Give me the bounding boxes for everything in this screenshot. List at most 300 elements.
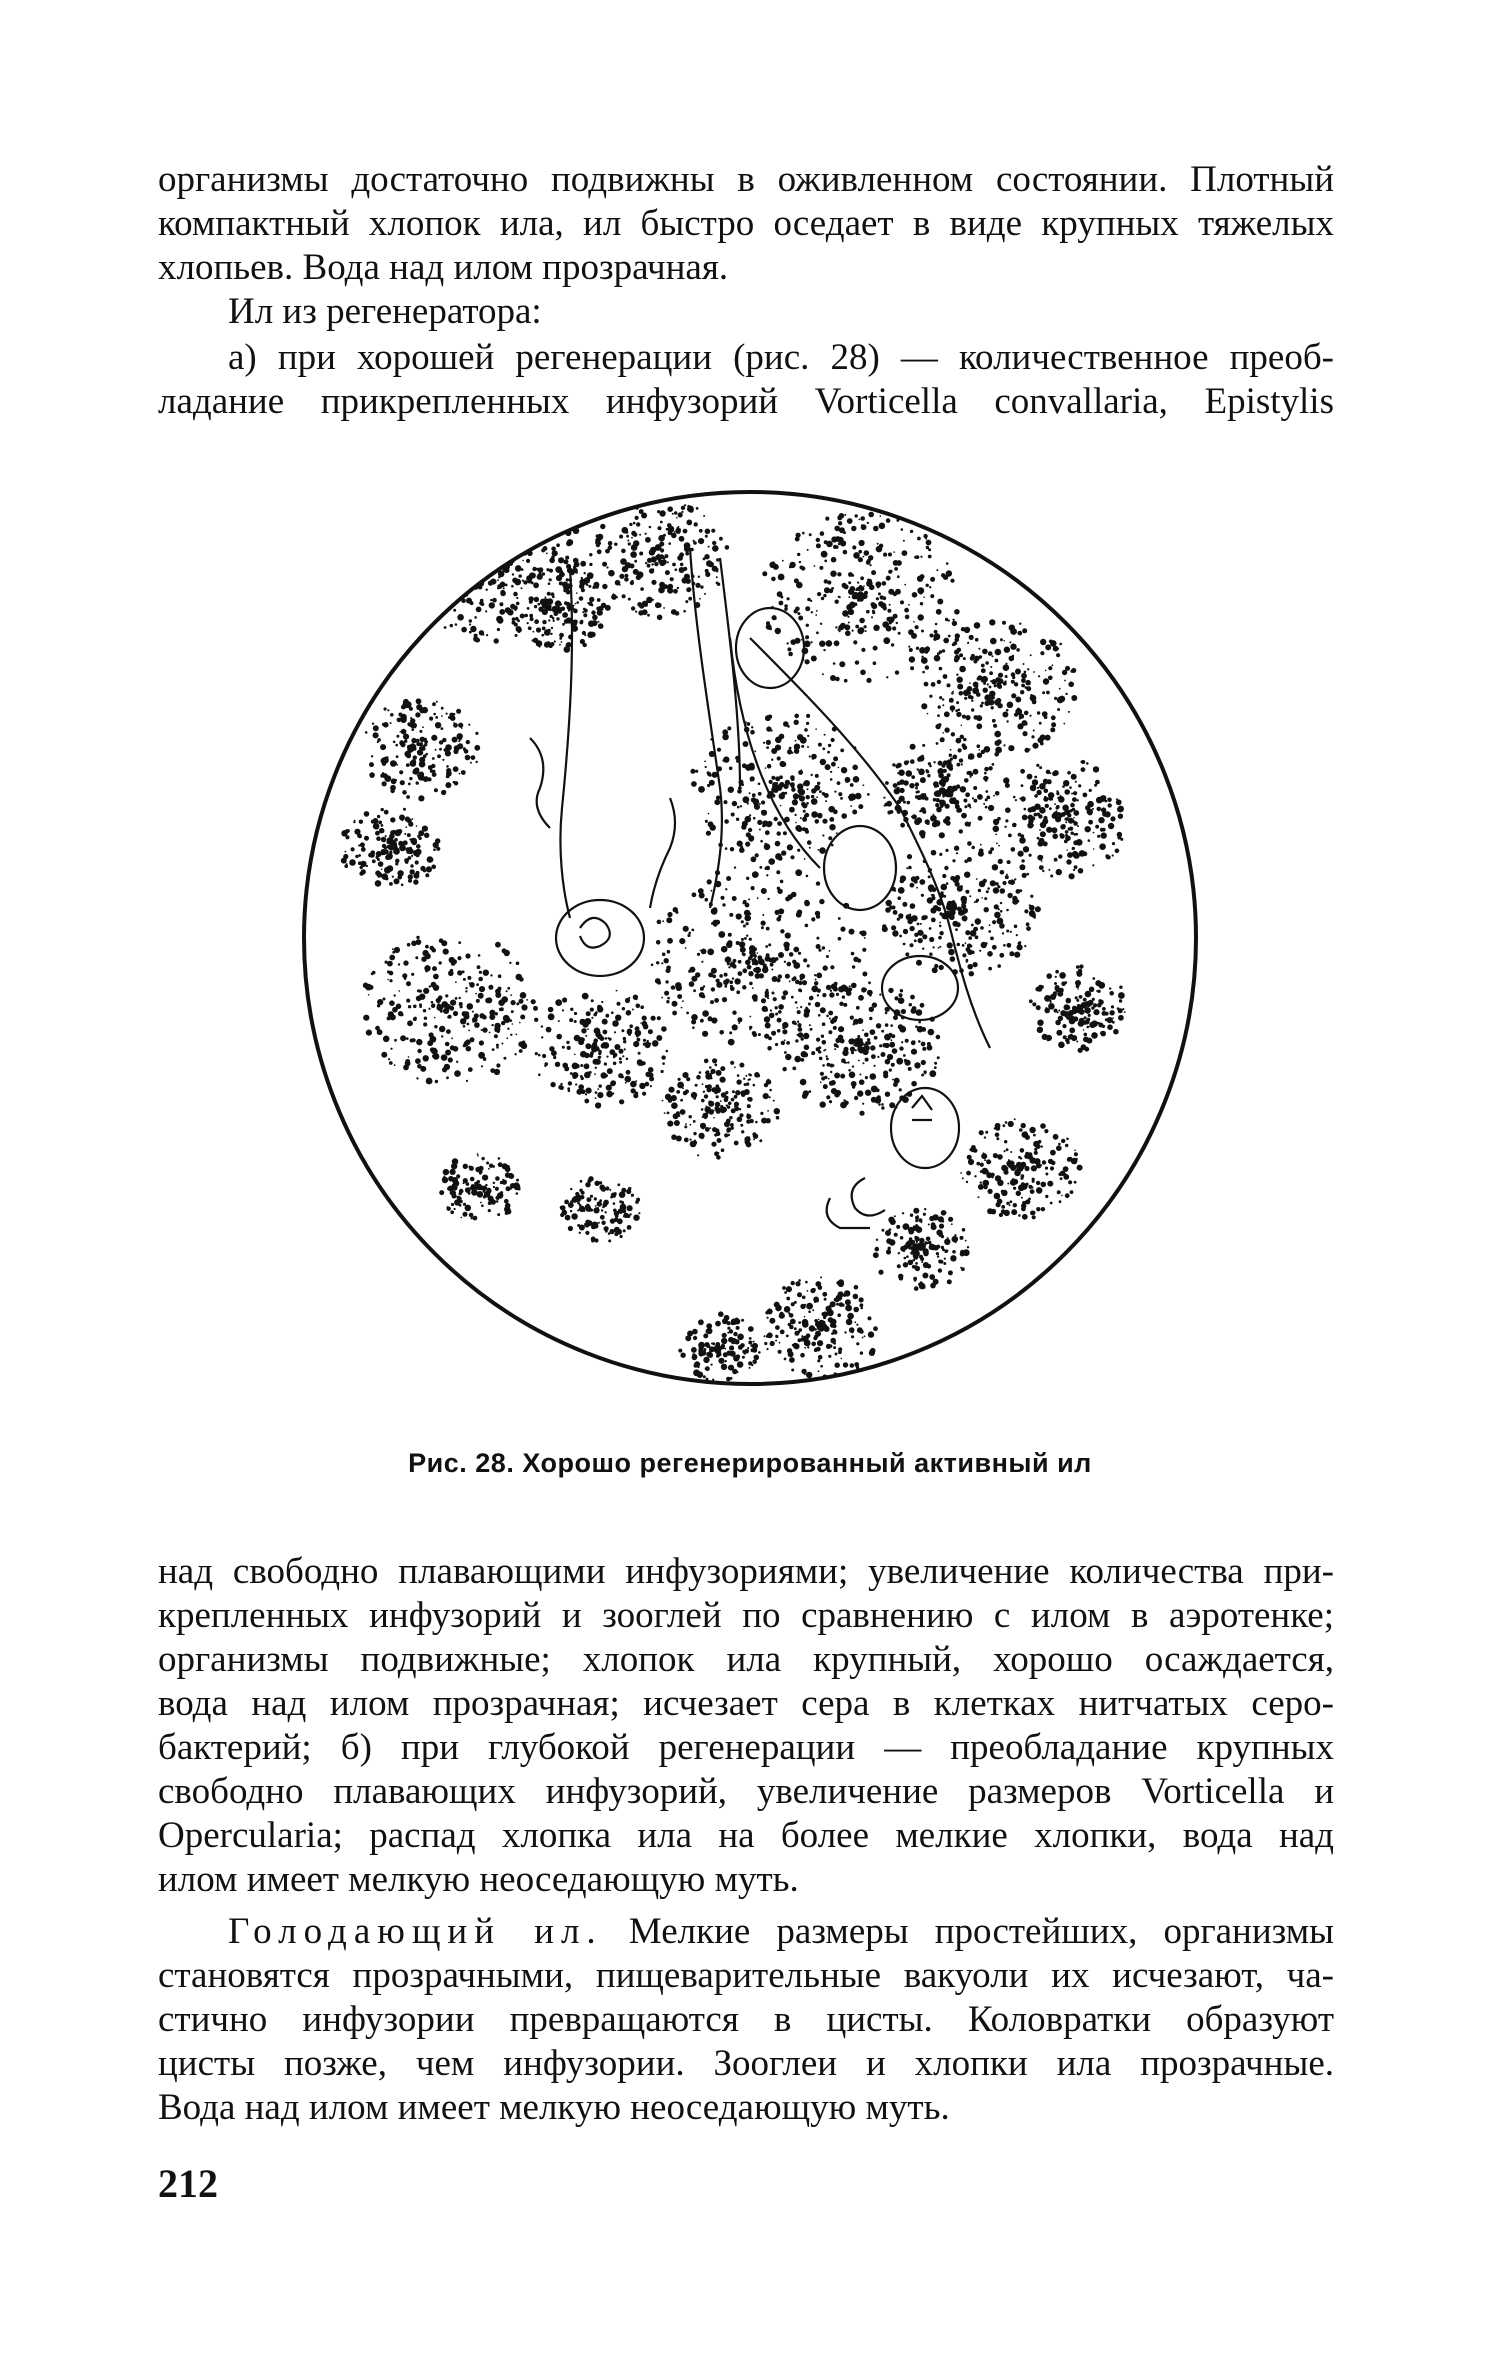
floc-speck xyxy=(826,541,833,548)
floc-speck xyxy=(768,943,771,946)
floc-speck xyxy=(428,765,433,770)
floc-speck xyxy=(1024,945,1026,947)
floc-speck xyxy=(529,614,533,618)
floc-speck xyxy=(532,541,535,544)
floc-speck xyxy=(928,875,931,878)
floc-speck xyxy=(734,1095,738,1099)
floc-speck xyxy=(1065,821,1067,823)
floc-speck xyxy=(899,1088,902,1091)
floc-speck xyxy=(838,937,842,941)
floc-speck xyxy=(995,1133,1000,1138)
floc-speck xyxy=(976,715,982,721)
floc-speck xyxy=(453,766,459,772)
floc-speck xyxy=(897,787,900,790)
floc-speck xyxy=(990,880,996,886)
floc-speck xyxy=(854,1096,858,1100)
floc-speck xyxy=(921,703,927,709)
floc-speck xyxy=(804,1347,806,1349)
floc-speck xyxy=(649,1073,654,1078)
floc-speck xyxy=(812,757,814,759)
floc-speck xyxy=(754,955,757,958)
floc-speck xyxy=(791,1281,795,1285)
floc-speck xyxy=(779,1342,781,1344)
floc-speck xyxy=(957,907,962,912)
floc-speck xyxy=(919,830,926,837)
floc-speck xyxy=(532,567,536,571)
floc-speck xyxy=(1032,1215,1036,1219)
floc-speck xyxy=(891,1034,895,1038)
floc-speck xyxy=(853,552,860,559)
floc-speck xyxy=(860,1330,864,1334)
floc-speck xyxy=(642,1092,646,1096)
floc-speck xyxy=(994,731,1001,738)
floc-speck xyxy=(589,597,594,602)
floc-speck xyxy=(936,1245,940,1249)
floc-speck xyxy=(446,768,451,773)
floc-speck xyxy=(720,1100,722,1102)
floc-speck xyxy=(907,801,911,805)
floc-speck xyxy=(921,915,926,920)
floc-speck xyxy=(601,608,604,611)
floc-speck xyxy=(635,1200,639,1204)
floc-speck xyxy=(382,782,385,785)
floc-speck xyxy=(1098,817,1104,823)
floc-speck xyxy=(935,803,939,807)
floc-speck xyxy=(490,565,494,569)
floc-speck xyxy=(776,782,778,784)
floc-speck xyxy=(883,553,887,557)
floc-speck xyxy=(497,1030,500,1033)
floc-speck xyxy=(792,1067,796,1071)
floc-speck xyxy=(989,691,995,697)
floc-speck xyxy=(663,557,666,560)
floc-speck xyxy=(747,1097,751,1101)
floc-speck xyxy=(873,661,877,665)
floc-speck xyxy=(783,831,787,835)
floc-speck xyxy=(1089,789,1092,792)
floc-speck xyxy=(930,594,934,598)
floc-speck xyxy=(406,981,411,986)
floc-speck xyxy=(523,531,530,538)
floc-speck xyxy=(664,1112,666,1114)
floc-speck xyxy=(1092,808,1094,810)
floc-speck xyxy=(409,777,412,780)
floc-speck xyxy=(648,1067,654,1073)
floc-speck xyxy=(728,787,734,793)
floc-speck xyxy=(837,572,841,576)
floc-speck xyxy=(349,859,356,866)
floc-speck xyxy=(749,1078,751,1080)
floc-speck xyxy=(759,973,764,978)
floc-speck xyxy=(474,1022,480,1028)
text-line: илом имеет мелкую неоседающую муть. xyxy=(158,1859,799,1900)
floc-speck xyxy=(777,786,779,788)
floc-speck xyxy=(962,944,965,947)
floc-speck xyxy=(1119,986,1122,989)
floc-speck xyxy=(377,741,379,743)
floc-speck xyxy=(615,1214,619,1218)
floc-speck xyxy=(956,852,958,854)
floc-speck xyxy=(889,1228,892,1231)
floc-speck xyxy=(1039,807,1046,814)
floc-speck xyxy=(478,954,481,957)
floc-speck xyxy=(632,1009,634,1011)
floc-speck xyxy=(734,1141,739,1146)
floc-speck xyxy=(344,864,348,868)
floc-speck xyxy=(413,1005,417,1009)
floc-speck xyxy=(957,763,961,767)
floc-speck xyxy=(1088,839,1091,842)
floc-speck xyxy=(874,1097,881,1104)
floc-speck xyxy=(565,556,569,560)
floc-speck xyxy=(1044,789,1049,794)
floc-speck xyxy=(893,614,898,619)
floc-speck xyxy=(1023,1208,1025,1210)
floc-speck xyxy=(915,787,918,790)
floc-speck xyxy=(488,566,492,570)
floc-speck xyxy=(1054,982,1057,985)
floc-speck xyxy=(511,1010,514,1013)
floc-speck xyxy=(983,688,988,693)
floc-speck xyxy=(889,604,891,606)
floc-speck xyxy=(711,1364,713,1366)
floc-speck xyxy=(457,956,461,960)
floc-speck xyxy=(862,593,868,599)
floc-speck xyxy=(622,1055,624,1057)
floc-speck xyxy=(433,848,436,851)
floc-speck xyxy=(934,630,938,634)
floc-speck xyxy=(633,540,639,546)
floc-speck xyxy=(819,1057,823,1061)
floc-speck xyxy=(465,538,469,542)
floc-speck xyxy=(703,1375,706,1378)
floc-speck xyxy=(597,610,603,616)
floc-speck xyxy=(765,993,770,998)
floc-speck xyxy=(1045,670,1047,672)
floc-speck xyxy=(1041,1164,1043,1166)
floc-speck xyxy=(769,562,775,568)
floc-speck xyxy=(389,851,392,854)
floc-speck xyxy=(585,1093,587,1095)
floc-speck xyxy=(798,952,801,955)
floc-speck xyxy=(775,1340,777,1342)
floc-speck xyxy=(662,953,666,957)
floc-speck xyxy=(680,1353,685,1358)
floc-speck xyxy=(867,990,873,996)
floc-speck xyxy=(862,972,867,977)
floc-speck xyxy=(671,611,674,614)
floc-speck xyxy=(1059,1200,1062,1203)
floc-speck xyxy=(767,1046,772,1051)
floc-speck xyxy=(952,621,957,626)
floc-speck xyxy=(1077,988,1079,990)
floc-speck xyxy=(671,985,675,989)
floc-speck xyxy=(553,1056,556,1059)
floc-speck xyxy=(863,784,865,786)
floc-speck xyxy=(789,1325,793,1329)
floc-speck xyxy=(802,980,807,985)
floc-speck xyxy=(765,767,767,769)
floc-speck xyxy=(818,949,821,952)
floc-speck xyxy=(798,1032,804,1038)
floc-speck xyxy=(742,953,745,956)
floc-speck xyxy=(499,1008,502,1011)
floc-speck xyxy=(496,1063,500,1067)
floc-speck xyxy=(418,837,421,840)
floc-speck xyxy=(984,767,989,772)
floc-speck xyxy=(981,1153,987,1159)
floc-speck xyxy=(825,1049,827,1051)
floc-speck xyxy=(997,1154,1003,1160)
floc-speck xyxy=(964,778,969,783)
floc-speck xyxy=(1044,796,1047,799)
floc-speck xyxy=(479,971,482,974)
floc-speck xyxy=(609,1189,611,1191)
floc-speck xyxy=(655,978,661,984)
floc-speck xyxy=(818,1014,821,1017)
floc-speck xyxy=(987,683,989,685)
floc-speck xyxy=(818,1285,823,1290)
floc-speck xyxy=(809,533,812,536)
floc-speck xyxy=(683,610,686,613)
floc-speck xyxy=(899,935,902,938)
floc-speck xyxy=(1071,695,1077,701)
floc-speck xyxy=(411,764,413,766)
floc-speck xyxy=(838,767,840,769)
floc-speck xyxy=(775,628,781,634)
floc-speck xyxy=(621,1076,624,1079)
floc-speck xyxy=(509,962,511,964)
floc-speck xyxy=(1049,1004,1052,1007)
floc-speck xyxy=(806,1372,812,1378)
floc-speck xyxy=(1000,888,1006,894)
floc-speck xyxy=(800,1079,807,1086)
floc-speck xyxy=(552,610,554,612)
floc-speck xyxy=(883,1070,888,1075)
floc-speck xyxy=(1102,811,1107,816)
floc-speck xyxy=(863,556,865,558)
floc-speck xyxy=(817,994,819,996)
floc-speck xyxy=(724,1121,730,1127)
floc-speck xyxy=(409,723,413,727)
floc-speck xyxy=(1022,720,1028,726)
floc-speck xyxy=(515,609,517,611)
floc-speck xyxy=(783,721,789,727)
floc-speck xyxy=(730,1377,733,1380)
floc-speck xyxy=(619,1099,624,1104)
floc-speck xyxy=(886,518,891,523)
floc-speck xyxy=(834,1048,836,1050)
floc-speck xyxy=(883,637,890,644)
floc-speck xyxy=(916,555,920,559)
floc-speck xyxy=(997,964,1001,968)
floc-speck xyxy=(589,563,592,566)
floc-speck xyxy=(758,959,764,965)
floc-speck xyxy=(838,917,841,920)
floc-speck xyxy=(596,534,599,537)
floc-speck xyxy=(926,770,929,773)
floc-speck xyxy=(862,1103,864,1105)
floc-speck xyxy=(635,1080,637,1082)
floc-speck xyxy=(1070,1190,1074,1194)
floc-speck xyxy=(585,1182,590,1187)
floc-speck xyxy=(944,866,948,870)
floc-speck xyxy=(430,569,436,575)
floc-speck xyxy=(633,1041,639,1047)
floc-speck xyxy=(1118,1008,1123,1013)
floc-speck xyxy=(783,942,789,948)
floc-speck xyxy=(1036,764,1039,767)
floc-speck xyxy=(909,926,914,931)
floc-speck xyxy=(834,1073,840,1079)
floc-speck xyxy=(899,993,903,997)
floc-speck xyxy=(1016,648,1020,652)
floc-speck xyxy=(454,1070,461,1077)
floc-speck xyxy=(453,1046,459,1052)
floc-speck xyxy=(735,1090,740,1095)
floc-speck xyxy=(742,1356,745,1359)
floc-speck xyxy=(574,569,577,572)
floc-speck xyxy=(961,763,963,765)
floc-speck xyxy=(914,819,920,825)
floc-speck xyxy=(994,904,999,909)
floc-speck xyxy=(1008,745,1014,751)
floc-speck xyxy=(454,1208,456,1210)
floc-speck xyxy=(801,1051,807,1057)
floc-speck xyxy=(1039,722,1042,725)
floc-speck xyxy=(481,1029,483,1031)
floc-speck xyxy=(1100,1031,1104,1035)
floc-speck xyxy=(769,780,773,784)
floc-speck xyxy=(626,1010,632,1016)
floc-speck xyxy=(596,543,600,547)
floc-speck xyxy=(848,581,851,584)
floc-speck xyxy=(750,730,755,735)
floc-speck xyxy=(380,851,385,856)
floc-speck xyxy=(898,997,905,1004)
floc-speck xyxy=(588,585,591,588)
floc-speck xyxy=(825,800,827,802)
floc-speck xyxy=(1014,925,1018,929)
floc-speck xyxy=(514,1184,521,1191)
floc-speck xyxy=(425,873,429,877)
floc-speck xyxy=(724,800,728,804)
floc-speck xyxy=(965,715,970,720)
floc-speck xyxy=(725,545,730,550)
floc-speck xyxy=(1086,762,1089,765)
floc-speck xyxy=(775,841,781,847)
floc-speck xyxy=(1032,779,1038,785)
floc-speck xyxy=(1025,680,1031,686)
floc-speck xyxy=(626,1058,629,1061)
floc-speck xyxy=(711,1142,716,1147)
floc-speck xyxy=(921,1074,924,1077)
floc-speck xyxy=(723,980,729,986)
floc-speck xyxy=(955,633,960,638)
floc-speck xyxy=(653,568,655,570)
floc-speck xyxy=(1031,816,1035,820)
floc-speck xyxy=(771,776,775,780)
floc-speck xyxy=(1075,1158,1078,1161)
floc-speck xyxy=(553,525,557,529)
floc-speck xyxy=(707,879,712,884)
floc-speck xyxy=(489,549,494,554)
floc-speck xyxy=(818,743,822,747)
floc-speck xyxy=(844,1331,846,1333)
floc-speck xyxy=(480,1202,482,1204)
floc-speck xyxy=(819,847,826,854)
floc-speck xyxy=(395,859,399,863)
floc-speck xyxy=(542,620,546,624)
floc-speck xyxy=(925,793,927,795)
floc-speck xyxy=(488,1168,490,1170)
floc-speck xyxy=(639,534,641,536)
floc-speck xyxy=(1002,712,1008,718)
floc-speck xyxy=(574,1054,576,1056)
floc-speck xyxy=(998,859,1003,864)
floc-speck xyxy=(910,883,915,888)
floc-speck xyxy=(816,944,821,949)
floc-speck xyxy=(496,1200,499,1203)
floc-speck xyxy=(758,1033,761,1036)
floc-speck xyxy=(1053,815,1056,818)
floc-speck xyxy=(867,522,869,524)
floc-speck xyxy=(839,513,845,519)
floc-speck xyxy=(720,1108,726,1114)
floc-speck xyxy=(1085,826,1091,832)
floc-speck xyxy=(674,1120,680,1126)
floc-speck xyxy=(894,996,898,1000)
floc-speck xyxy=(1088,820,1093,825)
floc-speck xyxy=(980,844,982,846)
floc-speck xyxy=(811,917,815,921)
floc-speck xyxy=(952,619,954,621)
floc-speck xyxy=(693,541,697,545)
floc-speck xyxy=(940,891,943,894)
floc-speck xyxy=(791,788,795,792)
floc-speck xyxy=(488,581,493,586)
floc-speck xyxy=(366,1030,372,1036)
floc-speck xyxy=(960,885,963,888)
floc-speck xyxy=(904,1257,907,1260)
floc-speck xyxy=(804,1045,810,1051)
floc-speck xyxy=(951,1258,954,1261)
floc-speck xyxy=(431,1001,434,1004)
floc-speck xyxy=(1040,651,1044,655)
floc-speck xyxy=(950,705,956,711)
floc-speck xyxy=(1029,904,1031,906)
floc-speck xyxy=(928,1241,931,1244)
floc-speck xyxy=(805,635,809,639)
floc-speck xyxy=(759,1139,762,1142)
floc-speck xyxy=(985,942,987,944)
floc-speck xyxy=(523,580,527,584)
floc-speck xyxy=(373,823,380,830)
floc-speck xyxy=(821,1035,824,1038)
floc-speck xyxy=(751,1364,753,1366)
floc-speck xyxy=(706,1329,711,1334)
floc-speck xyxy=(1019,864,1025,870)
floc-speck xyxy=(425,953,431,959)
floc-speck xyxy=(677,587,679,589)
floc-speck xyxy=(364,836,369,841)
floc-speck xyxy=(573,558,579,564)
floc-speck xyxy=(765,1023,771,1029)
floc-speck xyxy=(876,597,879,600)
floc-speck xyxy=(631,537,633,539)
floc-speck xyxy=(662,1062,665,1065)
floc-speck xyxy=(463,1025,466,1028)
